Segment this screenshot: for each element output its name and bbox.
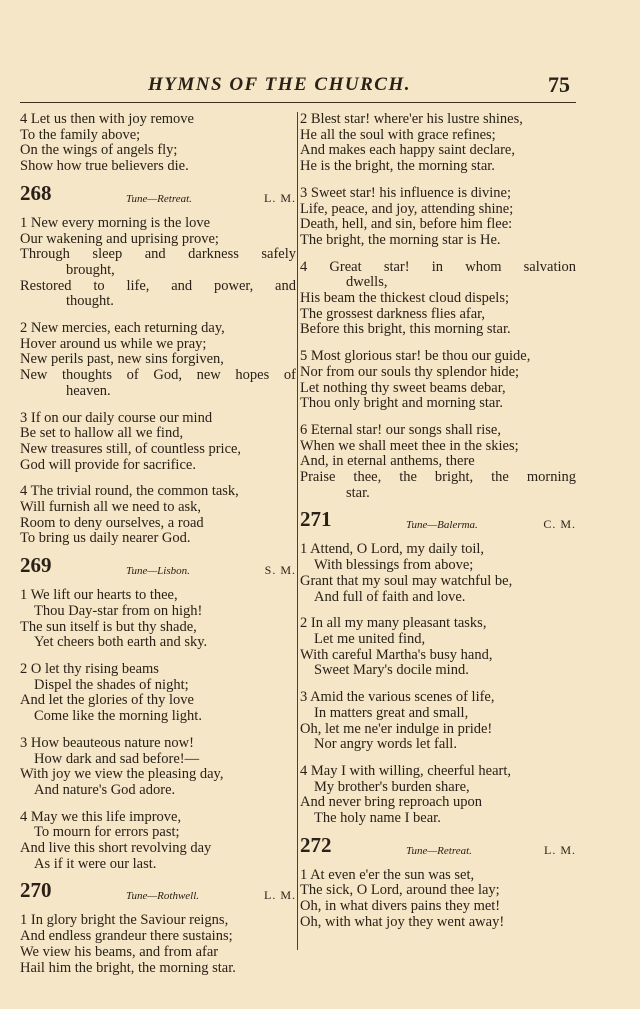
verse-line: When we shall meet thee in the skies; [300,437,519,454]
verse-line: Hover around us while we pray; [20,335,207,352]
verse-line: New perils past, new sins forgiven, [20,351,224,368]
verse-line: Death, hell, and sin, before him flee: [300,216,513,233]
verse-272-1 [300,868,576,931]
verse-line: 4 Great star! in whom salvation [300,258,576,275]
verse-271-2 [300,616,576,679]
verse-line: And let the glories of thy love [20,692,194,709]
verse-line: 5 Most glorious star! be thou our guide, [300,348,531,365]
page-title: HYMNS OF THE CHURCH. [148,74,411,95]
verse-line: 4 May I with willing, cheerful heart, [300,762,511,779]
verse-line: With careful Martha's busy hand, [300,646,493,663]
verse-line: We view his beams, and from afar [20,943,219,960]
verse-line: He all the soul with grace refines; [300,126,496,143]
verse-line: 2 O let thy rising beams [20,660,159,677]
meter: C. M. [543,517,576,532]
verse-267-4 [20,112,296,175]
tune-name: Tune—Retreat. [126,192,192,205]
verse-line: 4 The trivial round, the common task, [20,483,239,500]
verse-line: Thou Day-star from on high! [34,602,203,619]
verse-line: 3 Sweet star! his influence is divine; [300,184,512,201]
verse-271-3 [300,690,576,753]
verse-270-3 [300,186,576,249]
verse-line: With blessings from above; [314,557,474,574]
verse-270-6 [300,423,576,502]
hymn-269-heading [20,553,296,588]
verse-line: Nor from our souls thy splendor hide; [300,363,520,380]
left-column [20,111,296,976]
tune-name: Tune—Retreat. [406,844,472,857]
verse-line: Room to deny ourselves, a road [20,514,204,531]
verse-line: 6 Eternal star! our songs shall rise, [300,421,501,438]
verse-line: Praise thee, the bright, the morning [300,469,576,486]
verse-line: New thoughts of God, new hopes of [20,367,296,384]
page-number: 75 [548,72,570,97]
verse-line: And endless grandeur there sustains; [20,928,233,945]
verse-line: New treasures still, of countless price, [20,440,242,457]
verse-line: The sun itself is but thy shade, [20,618,197,635]
verse-line: Restored to life, and power, and [20,277,296,294]
hymn-270-heading [20,878,296,913]
verse-line: Dispel the shades of night; [34,676,189,693]
verse-270-1 [20,913,296,976]
verse-268-3 [20,411,296,474]
verse-line: Come like the morning light. [34,708,202,725]
verse-line: And full of faith and love. [314,588,466,605]
verse-line: 3 Amid the various scenes of life, [300,689,495,706]
verse-271-4 [300,764,576,827]
verse-line: And live this short revolving day [20,840,212,857]
hymn-number: 268 [20,180,52,205]
verse-270-4 [300,260,576,339]
verse-line: 2 In all my many pleasant tasks, [300,615,487,632]
hymn-number: 271 [300,507,332,532]
verse-270-2 [300,112,576,175]
verse-line: thought. [66,293,114,310]
verse-line: 1 At even e'er the sun was set, [300,866,475,883]
verse-line: heaven. [66,382,111,399]
verse-line: Yet cheers both earth and sky. [34,634,208,651]
verse-269-2 [20,662,296,725]
verse-line: The bright, the morning star is He. [300,231,501,248]
verse-line: Through sleep and darkness safely [20,246,296,263]
verse-line: 1 We lift our hearts to thee, [20,587,178,604]
verse-line: brought, [66,261,115,278]
verse-line: The holy name I bear. [314,810,441,827]
verse-line: Thou only bright and morning star. [300,395,503,412]
verse-line: 2 Blest star! where'er his lustre shines, [300,111,523,127]
right-column [300,112,576,949]
running-header [20,70,576,103]
hymn-number: 270 [20,878,52,903]
verse-line: In matters great and small, [314,704,469,721]
verse-line: 1 In glory bright the Saviour reigns, [20,912,229,929]
hymn-271-heading [300,507,576,542]
verse-line: The sick, O Lord, around thee lay; [300,882,500,899]
verse-line: 1 Attend, O Lord, my daily toil, [300,541,485,558]
verse-line: And makes each happy saint declare, [300,142,515,159]
verse-line: Nor angry words let fall. [314,736,457,753]
hymn-number: 269 [20,553,52,578]
verse-line: Be set to hallow all we find, [20,425,184,442]
verse-268-1 [20,216,296,310]
verse-line: Our wakening and uprising prove; [20,230,219,247]
verse-269-3 [20,736,296,799]
verse-268-4 [20,484,296,547]
verse-269-1 [20,588,296,651]
verse-line: Before this bright, this morning star. [300,321,511,338]
verse-line: Will furnish all we need to ask, [20,499,202,516]
verse-line: Sweet Mary's docile mind. [314,662,469,679]
verse-line: He is the bright, the morning star. [300,158,495,175]
verse-line: How dark and sad before!— [34,750,200,767]
verse-line: Oh, let me ne'er indulge in pride! [300,720,493,737]
verse-line: Let nothing thy sweet beams debar, [300,379,506,396]
meter: L. M. [544,842,576,857]
verse-line: Hail him the bright, the morning star. [20,959,236,976]
verse-270-5 [300,349,576,412]
verse-line: dwells, [346,274,388,291]
verse-line: To bring us daily nearer God. [20,530,191,547]
verse-line: And never bring reproach upon [300,794,482,811]
meter: S. M. [264,563,296,578]
meter: L. M. [264,190,296,205]
verse-line: Show how true believers die. [20,158,189,175]
verse-line: On the wings of angels fly; [20,142,178,159]
verse-line: With joy we view the pleasing day, [20,766,224,783]
verse-line: The grossest darkness flies afar, [300,305,486,322]
verse-line: And, in eternal anthems, there [300,453,475,470]
verse-line: star. [346,484,370,501]
verse-line: 3 How beauteous nature now! [20,734,194,751]
verse-line: 3 If on our daily course our mind [20,409,213,426]
verse-line: 2 New mercies, each returning day, [20,320,225,337]
verse-line: His beam the thickest cloud dispels; [300,290,510,307]
hymn-272-heading [300,832,576,868]
verse-269-4 [20,810,296,873]
hymn-268-heading [20,180,296,216]
verse-line: And nature's God adore. [34,781,176,798]
verse-line: To the family above; [20,126,141,143]
tune-name: Tune—Lisbon. [126,565,190,578]
verse-268-2 [20,321,296,400]
verse-line: My brother's burden share, [314,778,470,795]
verse-line: As if it were our last. [34,855,157,872]
verse-line: To mourn for errors past; [34,824,180,841]
verse-line: 4 Let us then with joy remove [20,111,194,127]
tune-name: Tune—Rothwell. [126,890,200,903]
verse-271-1 [300,542,576,605]
verse-line: Oh, with what joy they went away! [300,913,505,930]
verse-line: Life, peace, and joy, attending shine; [300,200,514,217]
hymn-number: 272 [300,832,332,857]
verse-line: God will provide for sacrifice. [20,456,196,473]
tune-name: Tune—Balerma. [406,519,478,532]
column-divider [297,112,298,950]
verse-line: Let me united find, [314,630,426,647]
meter: L. M. [264,888,296,903]
verse-line: 4 May we this life improve, [20,808,182,825]
verse-line: 1 New every morning is the love [20,214,211,231]
verse-line: Oh, in what divers pains they met! [300,898,501,915]
verse-line: Grant that my soul may watchful be, [300,572,513,589]
